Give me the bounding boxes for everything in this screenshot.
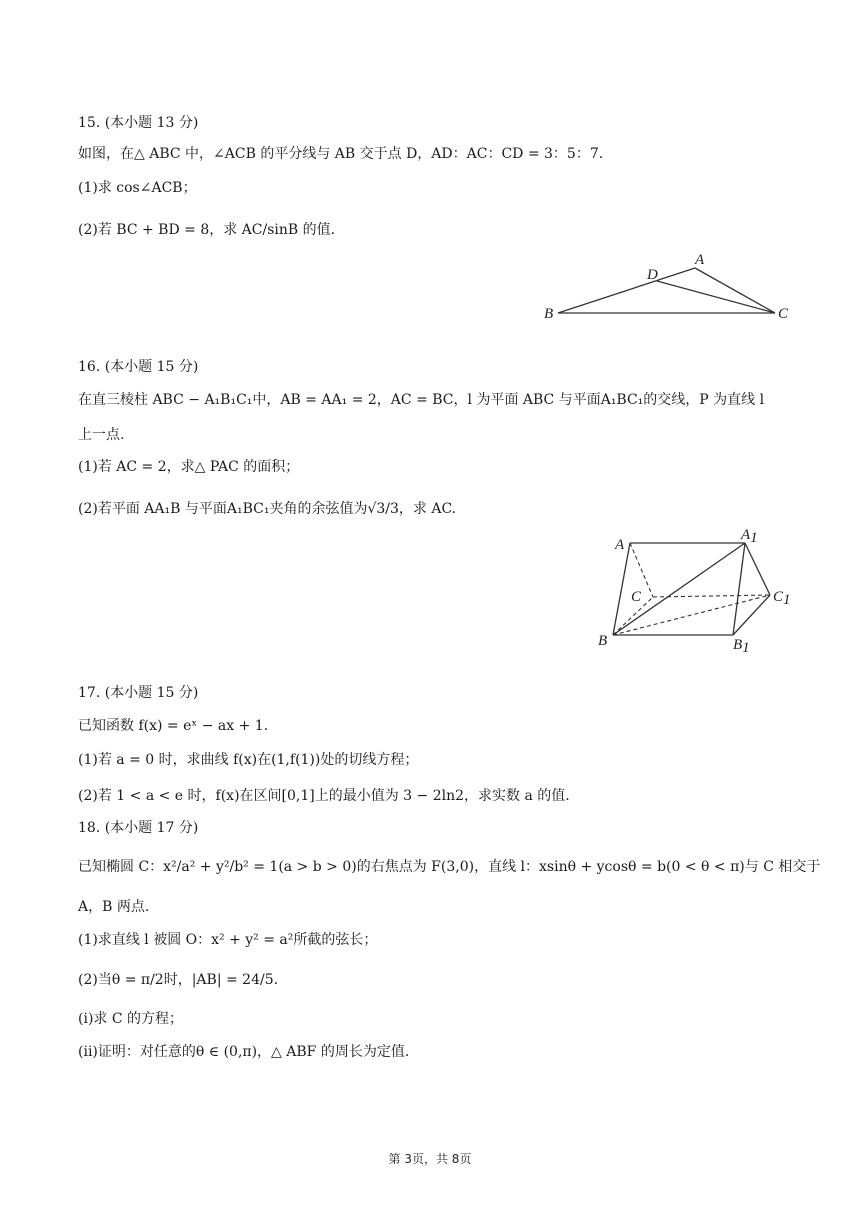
q15-header: 15. (本小题 13 分) bbox=[78, 115, 199, 131]
label-A: A bbox=[695, 252, 705, 268]
q18-stem-line-1: 已知椭圆 C：x²/a² + y²/b² = 1(a > b > 0)的右焦点为 F(3,0)，直线 l：xsinθ + ycosθ = b(0 < θ < π)与 C 相交于 bbox=[78, 859, 821, 875]
label-A: A bbox=[615, 537, 625, 553]
q17-part-2: (2)若 1 < a < e 时，f(x)在区间[0,1]上的最小值为 3 − 2ln2，求实数 a 的值. bbox=[78, 788, 570, 804]
label-B1: B1 bbox=[733, 637, 750, 655]
label-B: B bbox=[544, 306, 554, 322]
q18-part-2: (2)当θ = π/2时，|AB| = 24/5. bbox=[78, 972, 279, 988]
q16-stem-line-1: 在直三棱柱 ABC − A₁B₁C₁中，AB = AA₁ = 2，AC = BC，l 为平面 ABC 与平面A₁BC₁的交线，P 为直线 l bbox=[78, 392, 765, 408]
triangle-figure bbox=[530, 248, 800, 328]
q16-part-1: (1)若 AC = 2，求△ PAC 的面积； bbox=[78, 459, 300, 475]
q18-header: 18. (本小题 17 分) bbox=[78, 820, 199, 836]
q15-stem: 如图，在△ ABC 中，∠ACB 的平分线与 AB 交于点 D，AD：AC：CD = 3：5：7. bbox=[78, 146, 604, 162]
q18-part-2-i: (i)求 C 的方程； bbox=[78, 1011, 184, 1027]
q18-part-2-ii: (ii)证明：对任意的θ ∈ (0,π)，△ ABF 的周长为定值. bbox=[78, 1044, 410, 1060]
label-B: B bbox=[598, 633, 608, 649]
q17-header: 17. (本小题 15 分) bbox=[78, 685, 199, 701]
prism-figure bbox=[595, 525, 805, 655]
q16-part-2: (2)若平面 AA₁B 与平面A₁BC₁夹角的余弦值为√3/3，求 AC. bbox=[78, 501, 457, 517]
q17-part-1: (1)若 a = 0 时，求曲线 f(x)在(1,f(1))处的切线方程； bbox=[78, 752, 419, 768]
q16-stem-line-2: 上一点. bbox=[78, 427, 125, 443]
q18-stem-line-2: A，B 两点. bbox=[78, 899, 150, 915]
q16-header: 16. (本小题 15 分) bbox=[78, 359, 199, 375]
label-C: C bbox=[778, 306, 789, 322]
label-D: D bbox=[647, 267, 658, 283]
label-A1: A1 bbox=[741, 527, 758, 546]
q18-part-1: (1)求直线 l 被圆 O：x² + y² = a²所截的弦长； bbox=[78, 932, 378, 948]
q17-stem: 已知函数 f(x) = eˣ − ax + 1. bbox=[78, 718, 269, 734]
page-footer: 第 3页，共 8页 bbox=[388, 1152, 472, 1166]
label-C1: C1 bbox=[773, 589, 791, 608]
q15-part-1: (1)求 cos∠ACB； bbox=[78, 180, 197, 196]
label-C: C bbox=[631, 589, 642, 605]
q15-part-2: (2)若 BC + BD = 8，求 AC/sinB 的值. bbox=[78, 222, 336, 238]
